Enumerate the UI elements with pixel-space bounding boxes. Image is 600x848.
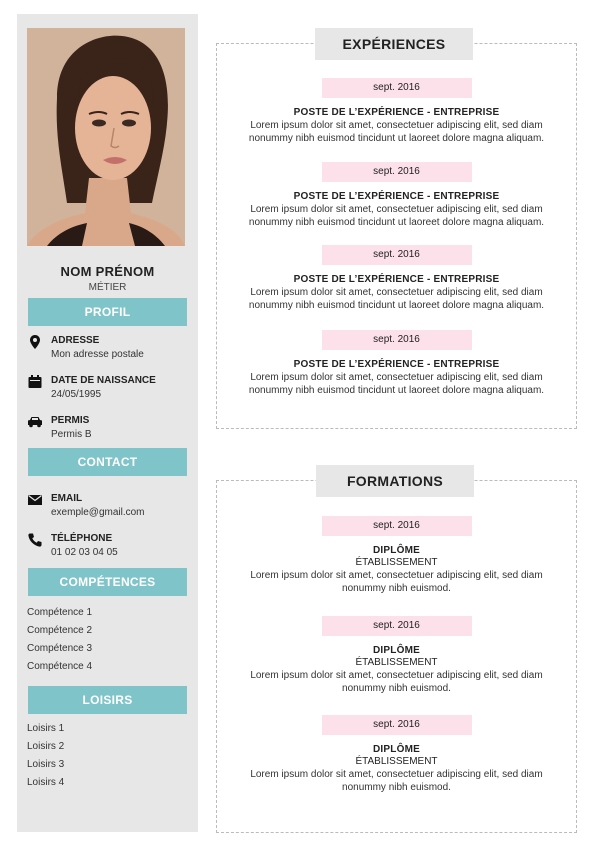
section-heading-profil: PROFIL [28,298,187,326]
experience-entry [217,330,576,397]
entry-description: Lorem ipsum dolor sit amet, consectetuer adipiscing elit, sed diam nonummy nibh euismod tincidunt ut laoreet dolore magna aliquam. [248,204,545,228]
experiences-section [216,36,577,429]
entry-description: Lorem ipsum dolor sit amet, consectetuer adipiscing elit, sed diam nonummy nibh euismod. [250,570,543,594]
list-item: Compétence 2 [27,625,93,636]
job-title: MÉTIER [88,282,127,293]
sidebar [17,14,198,832]
license-value: Permis B [51,429,92,440]
phone-value: 01 02 03 04 05 [51,547,118,558]
entry-title: POSTE DE L’EXPÉRIENCE - ENTREPRISE [293,359,500,370]
list-item: Loisirs 3 [27,759,65,770]
date-badge: sept. 2016 [322,162,472,182]
entry-title: DIPLÔME [373,744,420,755]
section-heading-loisirs: LOISIRS [28,686,187,714]
car-icon [27,414,43,430]
experience-entry [217,78,576,145]
list-item: Loisirs 1 [27,723,65,734]
formations-section [216,473,577,833]
formation-entry [217,616,576,695]
email-value: exemple@gmail.com [51,507,145,518]
entry-description: Lorem ipsum dolor sit amet, consectetuer adipiscing elit, sed diam nonummy nibh euismod tincidunt ut laoreet dolore magna aliquam. [248,372,545,396]
entry-description: Lorem ipsum dolor sit amet, consectetuer adipiscing elit, sed diam nonummy nibh euismod tincidunt ut laoreet dolore magna aliquam. [248,287,545,311]
entry-description: Lorem ipsum dolor sit amet, consectetuer adipiscing elit, sed diam nonummy nibh euismod. [250,769,543,793]
phone-label: TÉLÉPHONE [51,533,113,544]
date-badge: sept. 2016 [322,616,472,636]
address-value: Mon adresse postale [51,349,144,360]
entry-school: ÉTABLISSEMENT [355,756,438,767]
envelope-icon [27,492,43,508]
formation-entry [217,516,576,595]
list-item: Loisirs 2 [27,741,65,752]
formations-title: FORMATIONS [316,465,474,497]
skills-list [27,604,92,676]
entry-description: Lorem ipsum dolor sit amet, consectetuer adipiscing elit, sed diam nonummy nibh euismod tincidunt ut laoreet dolore magna aliquam. [248,120,545,144]
entry-title: DIPLÔME [373,645,420,656]
birthdate-value: 24/05/1995 [51,389,102,400]
entry-title: POSTE DE L’EXPÉRIENCE - ENTREPRISE [293,274,500,285]
entry-title: DIPLÔME [373,545,420,556]
date-badge: sept. 2016 [322,715,472,735]
formation-entry [217,715,576,794]
location-pin-icon [27,334,43,350]
experience-entry [217,245,576,312]
list-item: Compétence 3 [27,643,93,654]
birthdate-label: DATE DE NAISSANCE [51,375,156,386]
date-badge: sept. 2016 [322,330,472,350]
list-item: Loisirs 4 [27,777,65,788]
phone-icon [27,532,43,548]
experiences-title: EXPÉRIENCES [315,28,473,60]
experience-entry [217,162,576,229]
license-label: PERMIS [51,415,90,426]
list-item: Compétence 1 [27,607,93,618]
hobbies-list [27,720,64,792]
date-badge: sept. 2016 [322,516,472,536]
date-badge: sept. 2016 [322,245,472,265]
entry-school: ÉTABLISSEMENT [355,557,438,568]
portrait-image [27,28,185,246]
entry-description: Lorem ipsum dolor sit amet, consectetuer adipiscing elit, sed diam nonummy nibh euismod. [250,670,543,694]
email-label: EMAIL [51,493,83,504]
entry-school: ÉTABLISSEMENT [355,657,438,668]
entry-title: POSTE DE L’EXPÉRIENCE - ENTREPRISE [293,107,500,118]
list-item: Compétence 4 [27,661,93,672]
profile-photo [27,28,185,246]
section-heading-competences: COMPÉTENCES [28,568,187,596]
address-label: ADRESSE [51,335,100,346]
section-heading-contact: CONTACT [28,448,187,476]
date-badge: sept. 2016 [322,78,472,98]
entry-title: POSTE DE L’EXPÉRIENCE - ENTREPRISE [293,191,500,202]
full-name: NOM PRÉNOM [60,264,155,279]
calendar-icon [27,374,43,390]
